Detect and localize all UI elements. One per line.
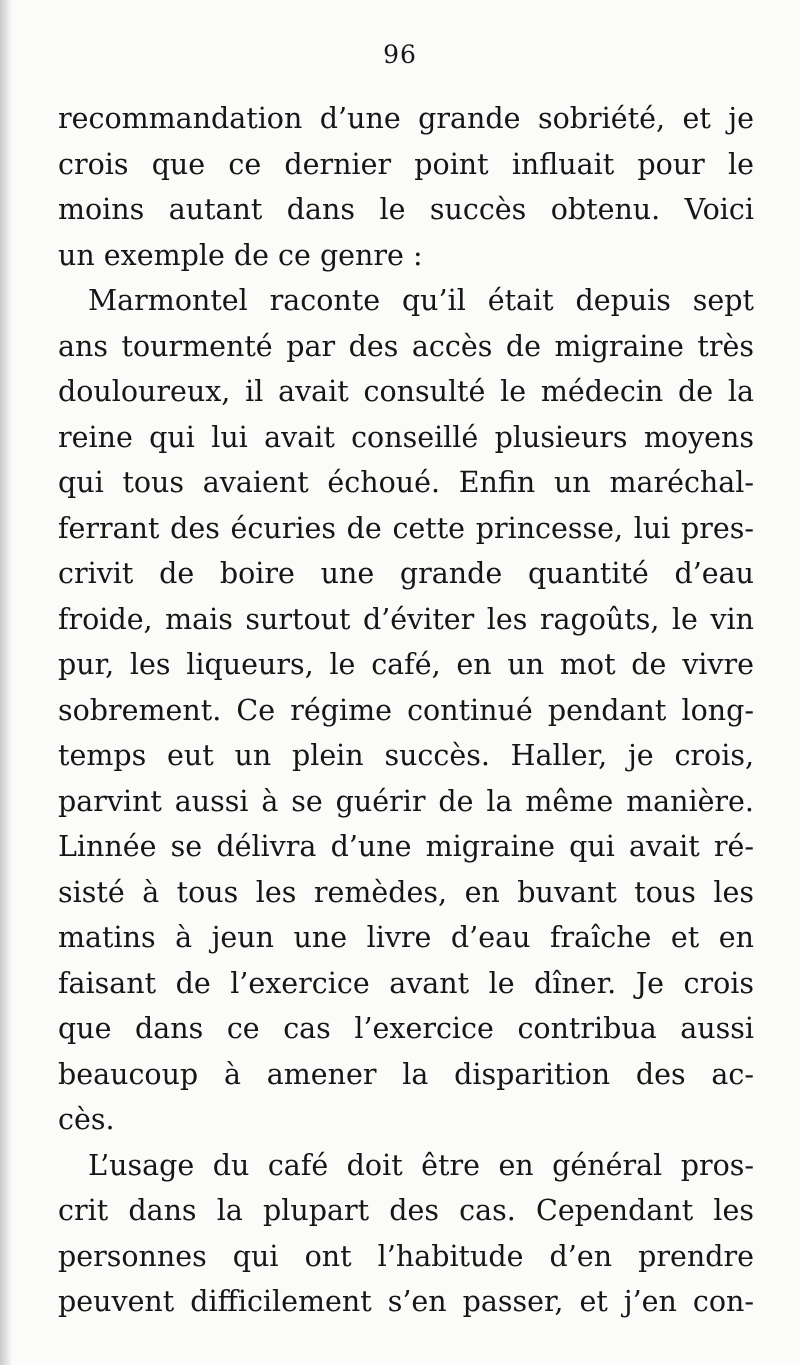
text-line: peuvent difficilement s’en passer, et j’en con- <box>58 1285 754 1318</box>
page-edge-shadow <box>0 0 12 1365</box>
text-line: reine qui lui avait conseillé plusieurs moyens <box>58 420 754 454</box>
text-line: recommandation d’une grande sobriété, et je <box>58 102 754 135</box>
text-line: Linnée se délivra d’une migraine qui avait ré- <box>58 830 754 863</box>
paragraph-start-line: L’usage du café doit être en général pros- <box>88 1148 754 1182</box>
text-line: parvint aussi à se guérir de la même manière. <box>58 784 754 818</box>
text-line: un exemple de ce genre : <box>58 238 423 272</box>
text-line: temps eut un plein succès. Haller, je crois, <box>58 739 754 772</box>
text-line: sisté à tous les remèdes, en buvant tous les <box>58 875 754 909</box>
text-line: qui tous avaient échoué. Enfin un maréchal- <box>58 466 754 499</box>
text-line: moins autant dans le succès obtenu. Voici <box>58 193 754 226</box>
text-line: pur, les liqueurs, le café, en un mot de vivre <box>58 648 754 681</box>
body-text <box>58 96 754 1325</box>
text-line: ferrant des écuries de cette princesse, lui pres- <box>58 511 754 545</box>
text-line: crois que ce dernier point influait pour le <box>58 147 754 181</box>
text-line: cès. <box>58 1103 115 1136</box>
text-line: faisant de l’exercice avant le dîner. Je crois <box>58 966 754 1000</box>
paragraph-start-line: Marmontel raconte qu’il était depuis sept <box>88 284 754 317</box>
text-line: sobrement. Ce régime continué pendant long- <box>58 693 754 727</box>
text-line: douloureux, il avait consulté le médecin de la <box>58 375 754 408</box>
text-line: froide, mais surtout d’éviter les ragoûts, le vin <box>58 602 754 636</box>
text-line: beaucoup à amener la disparition des ac- <box>58 1057 754 1091</box>
text-line: personnes qui ont l’habitude d’en prendre <box>58 1239 754 1273</box>
text-line: que dans ce cas l’exercice contribua aussi <box>58 1012 754 1045</box>
text-line: matins à jeun une livre d’eau fraîche et en <box>58 921 754 954</box>
text-line: crivit de boire une grande quantité d’eau <box>58 557 754 590</box>
text-line: crit dans la plupart des cas. Cependant les <box>58 1194 754 1227</box>
text-line: ans tourmenté par des accès de migraine très <box>58 329 754 363</box>
page-number: 96 <box>383 40 417 69</box>
